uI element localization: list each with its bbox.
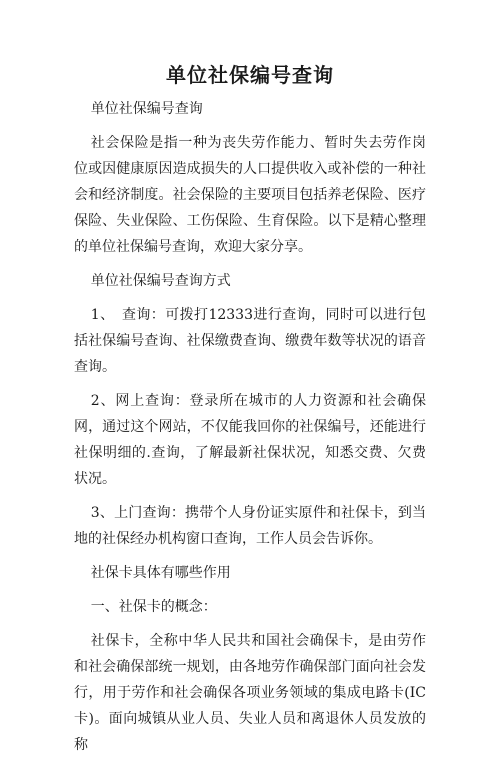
- paragraph-intro: 社会保险是指一种为丧失劳作能力、暂时失去劳作岗位或因健康原因造成损失的人口提供收入或补偿的一种社会和经济制度。社会保险的主要项目包括养老保险、医疗保险、失业保险、工伤保险、生育保险。以下是精心整理的单位社保编号查询，欢迎大家分享。: [74, 135, 426, 255]
- paragraph-method-onsite: 3、上门查询：携带个人身份证实原件和社保卡，到当地的社保经办机构窗口查询，工作人员会告诉你。: [74, 505, 426, 547]
- paragraph-method-online: 2、网上查询：登录所在城市的人力资源和社会确保网，通过这个网站，不仅能我回你的社保编号，还能进行社保明细的.查询，了解最新社保状况，知悉交费、欠费状况。: [74, 393, 426, 487]
- paragraph-card-uses-heading: 社保卡具体有哪些作用: [90, 565, 231, 581]
- paragraph-method-phone: 1、 查询：可拨打12333进行查询，同时可以进行包括社保编号查询、社保缴费查询、缴费年数等状况的语音查询。: [74, 307, 426, 375]
- paragraph-subtitle: 单位社保编号查询: [90, 101, 203, 117]
- paragraph-card-concept-heading: 一、社保卡的概念：: [90, 599, 217, 615]
- document-title: 单位社保编号查询: [166, 63, 334, 87]
- paragraph-method-heading: 单位社保编号查询方式: [90, 273, 231, 289]
- paragraph-card-concept: 社保卡，全称中华人民共和国社会确保卡，是由劳作和社会确保部统一规划，由各地劳作确保部门面向社会发行，用于劳作和社会确保各项业务领域的集成电路卡(IC卡)。面向城镇从业人员、失业人员和离退休人员发放的称: [74, 633, 426, 753]
